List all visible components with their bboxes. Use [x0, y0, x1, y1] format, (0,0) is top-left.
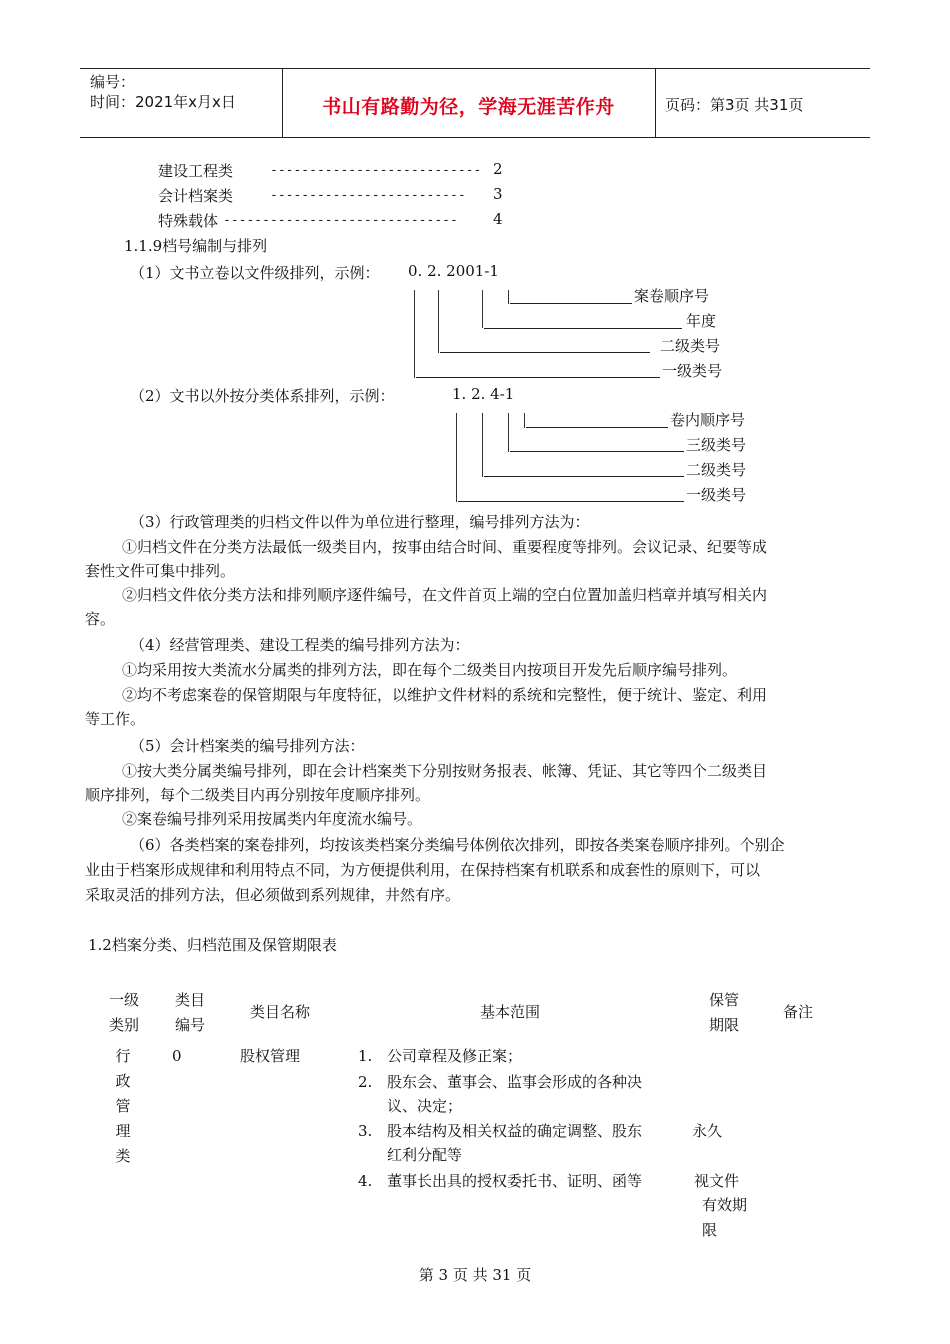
paragraph-line: ①按大类分属类编号排列，即在会计档案类下分别按财务报表、帐簿、凭证、其它等四个二级类目 — [122, 762, 768, 780]
scope-item-number: 3. — [358, 1122, 373, 1140]
paragraph-line: 套性文件可集中排列。 — [85, 562, 236, 580]
header-remarks: 备注 — [782, 1003, 813, 1021]
category-char: 政 — [115, 1072, 131, 1090]
scope-item-number: 1. — [358, 1047, 373, 1065]
document-date-label: 时间：2021年x月x日 — [90, 93, 236, 111]
scope-item-text: 股东会、董事会、监事会形成的各种决 — [387, 1073, 643, 1091]
retention-period-permanent: 永久 — [692, 1122, 723, 1140]
header-meta-cell — [80, 69, 283, 137]
toc-line — [158, 185, 233, 206]
example1-label: 年度 — [686, 312, 717, 330]
toc-number: 3 — [493, 185, 503, 203]
example1-label: 一级类号 — [662, 362, 723, 380]
toc-line — [158, 210, 218, 231]
page-footer: 第 3 页 共 31 页 — [418, 1266, 532, 1284]
example2-label: 二级类号 — [686, 461, 747, 479]
example1-text: （1）文书立卷以文件级排列，示例： — [130, 264, 380, 282]
example2-text: （2）文书以外按分类体系排列，示例： — [130, 387, 395, 405]
document-number-label: 编号： — [90, 73, 136, 91]
page-header — [80, 68, 870, 138]
paragraph-line: 采取灵活的排列方法，但必须做到系列规律，井然有序。 — [85, 886, 461, 904]
paragraph-line: ②归档文件依分类方法和排列顺序逐件编号，在文件首页上端的空白位置加盖归档章并填写相关内 — [122, 586, 768, 604]
example1-label: 二级类号 — [660, 337, 721, 355]
category-char: 管 — [115, 1097, 131, 1115]
toc-dashes: ------------------------------ — [223, 213, 458, 228]
toc-label: 特殊载体 — [158, 212, 219, 230]
category-char: 理 — [115, 1122, 131, 1140]
scope-item-number: 2. — [358, 1073, 373, 1091]
retention-period-valid: 视文件 — [694, 1172, 740, 1190]
toc-label: 建设工程类 — [158, 162, 234, 180]
example1-code: 0. 2. 2001-1 — [408, 262, 499, 280]
paragraph-line: ①均采用按大类流水分属类的排列方法，即在每个二级类目内按项目开发先后顺序编号排列。 — [122, 661, 738, 679]
retention-period-valid: 有效期 — [702, 1196, 748, 1214]
header-page-label: 页码：第3页 共31页 — [665, 96, 804, 114]
toc-dashes: ------------------------- — [270, 188, 466, 203]
paragraph-line: 顺序排列，每个二级类目内再分别按年度顺序排列。 — [85, 786, 431, 804]
header-retention-period: 保管 期限 — [708, 991, 739, 1034]
paragraph-line: ②案卷编号排列采用按属类内年度流水编号。 — [122, 810, 423, 828]
example2-label: 卷内顺序号 — [670, 411, 746, 429]
header-page-cell — [655, 69, 870, 137]
example2-code: 1. 2. 4-1 — [452, 385, 515, 403]
scope-item-text: 议、决定； — [387, 1097, 463, 1115]
toc-number: 2 — [493, 160, 503, 178]
category-code-cell: 0 — [172, 1047, 182, 1065]
scope-item-text: 公司章程及修正案； — [387, 1047, 523, 1065]
paragraph-line: 容。 — [85, 610, 116, 628]
example2-label: 一级类号 — [686, 486, 747, 504]
section-heading-12: 1.2档案分类、归档范围及保管期限表 — [88, 936, 337, 954]
header-category-code: 类目 编号 — [174, 991, 205, 1034]
retention-period-valid: 限 — [702, 1221, 718, 1239]
scope-item-number: 4. — [358, 1172, 373, 1190]
paragraph-line: （4）经营管理类、建设工程类的编号排列方法为： — [130, 636, 470, 654]
section-heading-119: 1.1.9档号编制与排列 — [124, 237, 268, 255]
example1-label: 案卷顺序号 — [634, 287, 710, 305]
header-motto-cell — [282, 69, 656, 137]
header-basic-scope: 基本范围 — [479, 1003, 540, 1021]
toc-dashes: --------------------------- — [270, 163, 482, 178]
scope-item-text: 红利分配等 — [387, 1146, 463, 1164]
category-char: 类 — [115, 1147, 131, 1165]
scope-item-text: 股本结构及相关权益的确定调整、股东 — [387, 1122, 643, 1140]
category-char: 行 — [115, 1047, 131, 1065]
paragraph-line: 等工作。 — [85, 710, 146, 728]
category-name-cell: 股权管理 — [240, 1047, 301, 1065]
paragraph-line: ①归档文件在分类方法最低一级类目内，按事由结合时间、重要程度等排列。会议记录、纪要等成 — [122, 538, 768, 556]
scope-item-text: 董事长出具的授权委托书、证明、函等 — [387, 1172, 643, 1190]
paragraph-line: （3）行政管理类的归档文件以件为单位进行整理，编号排列方法为： — [130, 513, 590, 531]
paragraph-line: （5）会计档案类的编号排列方法： — [130, 737, 365, 755]
toc-line — [158, 160, 233, 181]
header-motto: 书山有路勤为径，学海无涯苦作舟 — [322, 96, 615, 118]
paragraph-line: 业由于档案形成规律和利用特点不同，为方便提供利用，在保持档案有机联系和成套性的原则下，可以 — [85, 861, 761, 879]
header-level1-category: 一级 类别 — [108, 991, 139, 1034]
paragraph-line: ②均不考虑案卷的保管期限与年度特征，以维护文件材料的系统和完整性，便于统计、鉴定、利用 — [122, 686, 768, 704]
paragraph-line: （6）各类档案的案卷排列，均按该类档案分类编号体例依次排列，即按各类案卷顺序排列。个别企 — [130, 836, 785, 854]
header-category-name: 类目名称 — [249, 1003, 310, 1021]
example2-label: 三级类号 — [686, 436, 747, 454]
toc-label: 会计档案类 — [158, 187, 234, 205]
toc-number: 4 — [493, 210, 503, 228]
